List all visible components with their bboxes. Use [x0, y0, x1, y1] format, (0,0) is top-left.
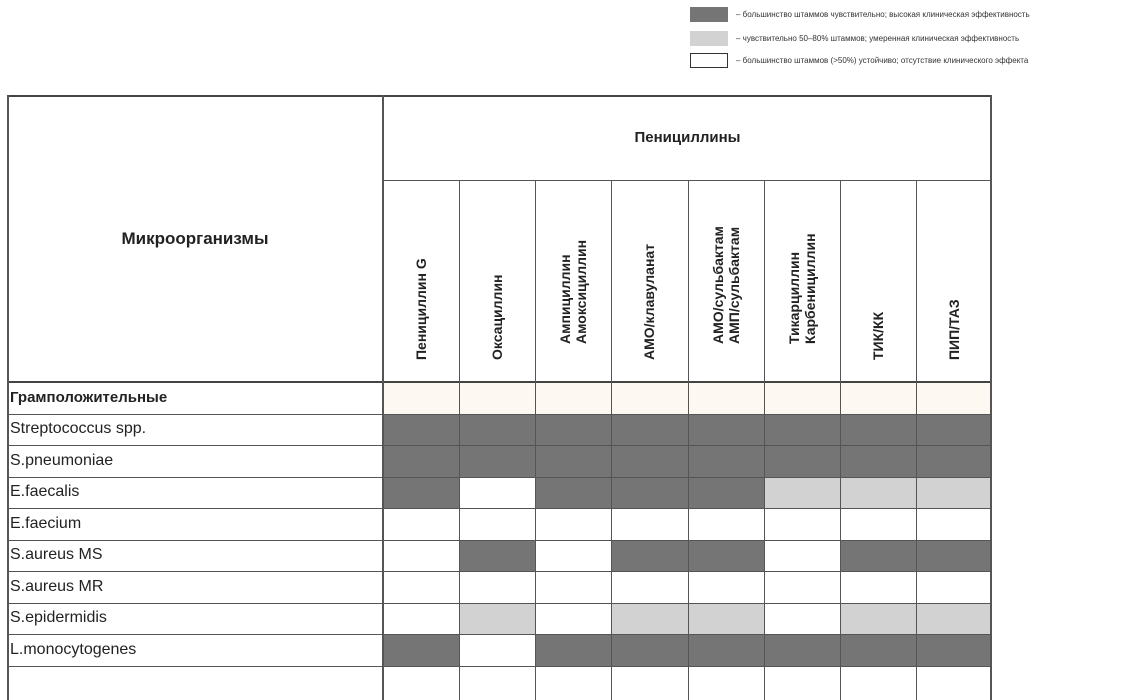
column-header	[535, 181, 611, 382]
table-cell	[383, 603, 459, 635]
table-cell	[688, 477, 764, 509]
table-cell	[764, 414, 840, 446]
column-header-label: Ампициллин Амоксициллин	[557, 239, 590, 344]
row-divider	[7, 477, 992, 478]
row-label: Streptococcus spp.	[10, 420, 147, 437]
row-divider	[7, 666, 992, 667]
column-header	[840, 181, 916, 382]
legend	[0, 0, 1130, 70]
column-header	[916, 181, 992, 382]
table-cell	[840, 445, 916, 477]
table-cell	[383, 477, 459, 509]
column-divider	[840, 180, 841, 700]
table-cell	[840, 571, 916, 603]
table-cell	[916, 571, 992, 603]
row-label: L.monocytogenes	[10, 640, 137, 658]
row-divider	[7, 414, 992, 415]
row-divider	[7, 571, 992, 572]
table-border-left	[7, 95, 9, 700]
table-cell	[688, 445, 764, 477]
column-divider	[611, 180, 612, 700]
legend-text: – большинство штаммов чувствительно; высокая клиническая эффективность	[736, 9, 1030, 19]
label-column-divider	[382, 95, 384, 700]
table-cell	[688, 540, 764, 572]
header-microorganisms: Микроорганизмы	[121, 228, 269, 248]
table-cell	[611, 634, 687, 666]
table-cell	[688, 571, 764, 603]
row-label: S.aureus MR	[10, 577, 104, 595]
column-header-label: АМО/клавуланат	[641, 243, 658, 360]
column-header-label: ПИП/ТАЗ	[945, 299, 962, 360]
table-cell	[459, 540, 535, 572]
table-cell	[764, 540, 840, 572]
section-label: Грамположительные	[10, 389, 168, 406]
table-cell	[611, 540, 687, 572]
header-divider	[7, 381, 992, 383]
row-divider	[7, 445, 992, 446]
table-cell	[916, 634, 992, 666]
legend-item-high	[690, 6, 1030, 22]
table-cell	[840, 477, 916, 509]
column-header	[383, 181, 459, 382]
table-cell	[840, 540, 916, 572]
legend-swatch-dark	[690, 7, 728, 22]
table-cell	[764, 477, 840, 509]
table-cell	[916, 414, 992, 446]
sensitivity-table	[7, 95, 992, 700]
table-cell	[764, 508, 840, 540]
column-header-label: Оксациллин	[489, 274, 506, 360]
table-cell	[611, 445, 687, 477]
table-cell	[840, 603, 916, 635]
column-header-label: АМО/сульбактам АМП/сульбактам	[709, 226, 742, 344]
column-divider	[764, 180, 765, 700]
table-cell	[764, 571, 840, 603]
column-divider	[688, 180, 689, 700]
table-cell	[459, 414, 535, 446]
column-header-label: Тикарциллин Карбенициллин	[785, 233, 818, 344]
table-cell	[611, 508, 687, 540]
table-cell	[535, 477, 611, 509]
table-cell	[459, 477, 535, 509]
table-cell	[611, 477, 687, 509]
table-cell	[459, 571, 535, 603]
table-cell	[383, 634, 459, 666]
table-cell	[459, 508, 535, 540]
row-label: E.faecium	[10, 514, 82, 532]
table-cell	[535, 445, 611, 477]
row-divider	[7, 540, 992, 541]
table-cell	[383, 445, 459, 477]
row-label: S.epidermidis	[10, 609, 107, 626]
table-cell	[535, 571, 611, 603]
table-cell	[459, 634, 535, 666]
column-divider	[459, 180, 460, 700]
table-cell	[535, 540, 611, 572]
table-cell	[383, 508, 459, 540]
legend-text: – чувствительно 50–80% штаммов; умеренная клиническая эффективность	[736, 33, 1020, 43]
table-cell	[840, 634, 916, 666]
table-cell	[840, 414, 916, 446]
table-cell	[459, 445, 535, 477]
column-header	[764, 181, 840, 382]
table-border-right	[990, 95, 992, 700]
table-cell	[611, 571, 687, 603]
table-cell	[916, 540, 992, 572]
table-cell	[535, 634, 611, 666]
table-cell	[916, 477, 992, 509]
column-divider	[535, 180, 536, 700]
table-cell	[764, 603, 840, 635]
table-cell	[383, 414, 459, 446]
table-cell	[764, 445, 840, 477]
legend-text: – большинство штаммов (>50%) устойчиво; отсутствие клинического эффекта	[736, 55, 1029, 65]
row-label: S.aureus MS	[10, 546, 103, 563]
column-header	[688, 181, 764, 382]
table-cell	[688, 634, 764, 666]
table-cell	[535, 414, 611, 446]
column-header-label: Пенициллин G	[413, 258, 429, 360]
table-border-top	[7, 95, 992, 97]
column-header-label: ТИК/КК	[869, 311, 886, 360]
row-divider	[7, 634, 992, 635]
row-divider	[7, 508, 992, 509]
table-cell	[535, 508, 611, 540]
table-cell	[764, 634, 840, 666]
table-cell	[688, 603, 764, 635]
table-cell	[611, 603, 687, 635]
row-label: S.pneumoniae	[10, 451, 114, 469]
row-label: E.faecalis	[10, 483, 80, 500]
legend-item-none	[690, 52, 1028, 68]
row-divider	[7, 603, 992, 604]
table-cell	[383, 540, 459, 572]
legend-item-moderate	[690, 30, 1019, 46]
legend-swatch-white	[690, 53, 728, 68]
column-header	[611, 181, 687, 382]
table-cell	[840, 508, 916, 540]
table-cell	[916, 445, 992, 477]
table-cell	[459, 603, 535, 635]
legend-swatch-light	[690, 31, 728, 46]
table-cell	[611, 414, 687, 446]
table-cell	[535, 603, 611, 635]
column-divider	[916, 180, 917, 700]
table-cell	[383, 571, 459, 603]
table-cell	[688, 508, 764, 540]
table-cell	[916, 508, 992, 540]
column-header	[459, 181, 535, 382]
table-cell	[916, 603, 992, 635]
header-group-penicillins: Пенициллины	[634, 129, 741, 146]
table-cell	[688, 414, 764, 446]
